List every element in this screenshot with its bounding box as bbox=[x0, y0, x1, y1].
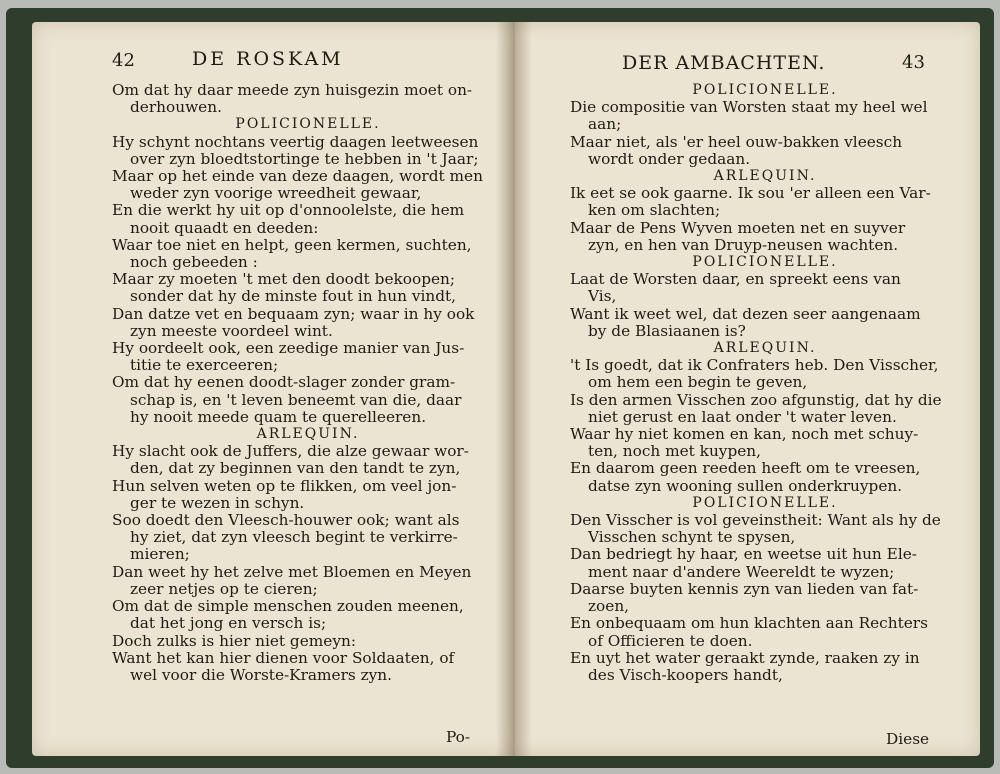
text-line: En die werkt hy uit op d'onnoolelste, die hem bbox=[112, 202, 465, 220]
text-line: des Visch-koopers handt, bbox=[588, 666, 783, 684]
text-line: Om dat hy daar meede zyn huisgezin moet on- bbox=[112, 82, 473, 99]
text-line: weder zyn voorige wreedheit gewaar, bbox=[130, 185, 422, 203]
running-head-left: DE ROSKAM bbox=[192, 48, 344, 70]
text-line: om hem een begin te geven, bbox=[588, 374, 808, 392]
text-line: wordt onder gedaan. bbox=[588, 150, 751, 168]
text-line: zeer netjes op te cieren; bbox=[130, 580, 318, 598]
text-line: Daarse buyten kennis zyn van lieden van fat- bbox=[570, 580, 919, 598]
text-line: Maar de Pens Wyven moeten net en suyver bbox=[570, 219, 906, 237]
text-line: ment naar d'andere Weereldt te wyzen; bbox=[588, 563, 895, 581]
text-line: Die compositie van Worsten staat my heel wel bbox=[570, 99, 928, 117]
text-line: Waar toe niet en helpt, geen kermen, suchten, bbox=[112, 236, 472, 254]
text-line: zoen, bbox=[588, 598, 630, 616]
text-line: mieren; bbox=[130, 546, 190, 564]
left-page bbox=[32, 22, 514, 756]
text-line: Hy slacht ook de Juffers, die alze gewaar wor- bbox=[112, 443, 469, 461]
text-line: Doch zulks is hier niet gemeyn: bbox=[112, 632, 356, 650]
text-line: En onbequaam om hun klachten aan Rechters bbox=[570, 615, 928, 633]
text-line: over zyn bloedtstortinge te hebben in 't Jaar; bbox=[130, 150, 479, 168]
text-line: by de Blasiaanen is? bbox=[588, 322, 746, 340]
text-line: En daarom geen reeden heeft om te vreesen, bbox=[570, 460, 921, 478]
text-line: ten, noch met kuypen, bbox=[588, 443, 762, 461]
right-page bbox=[510, 22, 980, 756]
text-line: Om dat de simple menschen zouden meenen, bbox=[112, 598, 464, 616]
text-line: titie te exerceeren; bbox=[130, 357, 279, 375]
text-line: En uyt het water geraakt zynde, raaken zy in bbox=[570, 649, 920, 667]
text-line: Maar niet, als 'er heel ouw-bakken vleesch bbox=[570, 133, 903, 151]
text-line: sonder dat hy de minste fout in hun vindt, bbox=[130, 288, 457, 306]
book bbox=[6, 8, 994, 768]
text-line: dat het jong en versch is; bbox=[130, 615, 327, 633]
text-line: of Officieren te doen. bbox=[588, 632, 753, 650]
text-line: Hy schynt nochtans veertig daagen leetweesen bbox=[112, 133, 479, 151]
text-line: Soo doedt den Vleesch-houwer ook; want als bbox=[112, 512, 460, 530]
text-line: Ik eet se ook gaarne. Ik sou 'er alleen een Var- bbox=[570, 185, 931, 203]
speaker-name: POLICIONELLE. bbox=[692, 494, 838, 511]
running-head-right: DER AMBACHTEN. bbox=[622, 52, 826, 74]
text-line: hy nooit meede quam te querelleeren. bbox=[130, 408, 427, 426]
page-number-right: 43 bbox=[902, 52, 925, 73]
text-line: Maar op het einde van deze daagen, wordt men bbox=[112, 168, 483, 186]
right-page-text bbox=[570, 82, 960, 684]
text-line: nooit quaadt en deeden: bbox=[130, 219, 319, 237]
speaker-name: ARLEQUIN. bbox=[256, 426, 360, 443]
text-line: Is den armen Visschen zoo afgunstig, dat hy die bbox=[570, 391, 942, 409]
speaker-name: ARLEQUIN. bbox=[713, 340, 817, 357]
text-line: hy ziet, dat zyn vleesch begint te verkirre- bbox=[130, 529, 458, 547]
text-line: Want het kan hier dienen voor Soldaaten, of bbox=[112, 649, 455, 667]
text-line: ken om slachten; bbox=[588, 202, 721, 220]
text-line: wel voor die Worste-Kramers zyn. bbox=[130, 666, 393, 684]
text-line: Want ik weet wel, dat dezen seer aangenaam bbox=[570, 305, 921, 323]
text-line: Dan bedriegt hy haar, en weetse uit hun Ele- bbox=[570, 546, 917, 564]
catchword-left: Po- bbox=[446, 728, 471, 746]
text-line: Den Visscher is vol geveinstheit: Want als hy de bbox=[570, 512, 941, 530]
left-page-text bbox=[112, 82, 504, 684]
text-line: Hy oordeelt ook, een zeedige manier van Jus- bbox=[112, 340, 465, 358]
text-line: noch gebeeden : bbox=[130, 254, 258, 272]
text-line: Laat de Worsten daar, en spreekt eens van bbox=[570, 271, 901, 289]
speaker-name: ARLEQUIN. bbox=[713, 168, 817, 185]
text-line: ger te wezen in schyn. bbox=[130, 494, 305, 512]
speaker-name: POLICIONELLE. bbox=[692, 254, 838, 271]
text-line: Om dat hy eenen doodt-slager zonder gram- bbox=[112, 374, 456, 392]
catchword-right: Diese bbox=[886, 730, 930, 748]
page-number-left: 42 bbox=[112, 50, 135, 71]
text-line: 't Is goedt, dat ik Confraters heb. Den Visscher, bbox=[570, 357, 939, 375]
book-gutter bbox=[496, 22, 532, 756]
text-line: Visschen schynt te spysen, bbox=[588, 529, 796, 547]
speaker-name: POLICIONELLE. bbox=[692, 82, 838, 98]
text-line: niet gerust en laat onder 't water leven. bbox=[588, 408, 897, 426]
text-line: aan; bbox=[588, 116, 622, 134]
speaker-name: POLICIONELLE. bbox=[235, 116, 381, 133]
text-line: Vis, bbox=[588, 288, 617, 306]
text-line: den, dat zy beginnen van den tandt te zyn, bbox=[130, 460, 461, 478]
text-line: schap is, en 't leven beneemt van die, daar bbox=[130, 391, 462, 409]
text-line: Waar hy niet komen en kan, noch met schuy- bbox=[570, 426, 919, 444]
text-line: Dan weet hy het zelve met Bloemen en Meyen bbox=[112, 563, 472, 581]
text-line: derhouwen. bbox=[130, 99, 222, 117]
text-line: Maar zy moeten 't met den doodt bekoopen; bbox=[112, 271, 456, 289]
text-line: zyn meeste voordeel wint. bbox=[130, 322, 333, 340]
text-line: Hun selven weten op te flikken, om veel jon- bbox=[112, 477, 457, 495]
text-line: zyn, en hen van Druyp-neusen wachten. bbox=[588, 236, 899, 254]
text-line: Dan datze vet en bequaam zyn; waar in hy ook bbox=[112, 305, 475, 323]
text-line: datse zyn wooning sullen onderkruypen. bbox=[588, 477, 903, 495]
